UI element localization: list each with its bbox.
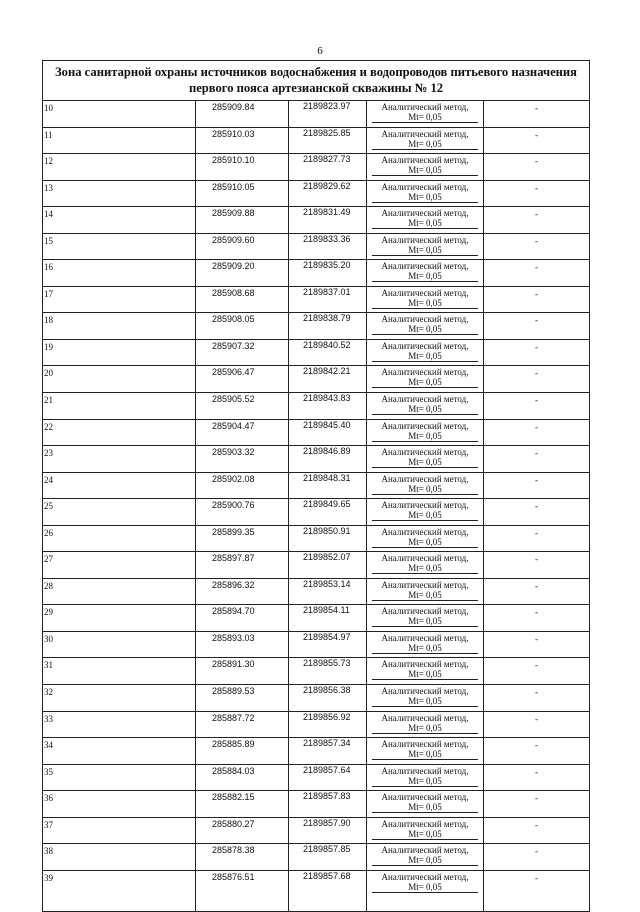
method-label: Аналитический метод, <box>381 579 469 590</box>
y-coordinate-cell: 2189846.89 <box>289 446 367 473</box>
method-cell <box>367 366 484 393</box>
error-label: Mt= 0,05 <box>372 643 478 654</box>
method-label: Аналитический метод, <box>381 155 469 166</box>
x-coordinate-cell: 285893.03 <box>196 631 289 658</box>
error-label: Mt= 0,05 <box>372 882 478 893</box>
y-coordinate-cell: 2189857.68 <box>289 870 367 911</box>
y-coordinate-cell: 2189856.38 <box>289 685 367 712</box>
description-cell: - <box>484 499 590 526</box>
method-cell <box>367 313 484 340</box>
description-cell: - <box>484 817 590 844</box>
x-coordinate-cell: 285909.84 <box>196 101 289 128</box>
x-coordinate-cell: 285902.08 <box>196 472 289 499</box>
description-cell: - <box>484 552 590 579</box>
point-number-cell: 37 <box>43 817 196 844</box>
table-row <box>43 366 590 393</box>
method-label: Аналитический метод, <box>381 500 469 511</box>
table-row <box>43 286 590 313</box>
table-row <box>43 738 590 765</box>
method-cell <box>367 180 484 207</box>
table-row <box>43 631 590 658</box>
method-cell <box>367 844 484 871</box>
table-row <box>43 419 590 446</box>
method-label: Аналитический метод, <box>381 792 469 803</box>
point-number-cell: 28 <box>43 578 196 605</box>
point-number-cell: 27 <box>43 552 196 579</box>
description-cell: - <box>484 446 590 473</box>
y-coordinate-cell: 2189857.90 <box>289 817 367 844</box>
error-label: Mt= 0,05 <box>372 669 478 680</box>
y-coordinate-cell: 2189831.49 <box>289 207 367 234</box>
table-row <box>43 313 590 340</box>
point-number-cell: 35 <box>43 764 196 791</box>
method-cell <box>367 738 484 765</box>
method-cell <box>367 260 484 287</box>
point-number-cell: 19 <box>43 339 196 366</box>
point-number-cell: 18 <box>43 313 196 340</box>
y-coordinate-cell: 2189853.14 <box>289 578 367 605</box>
table-row <box>43 605 590 632</box>
error-label: Mt= 0,05 <box>372 802 478 813</box>
error-label: Mt= 0,05 <box>372 616 478 627</box>
error-label: Mt= 0,05 <box>372 112 478 123</box>
x-coordinate-cell: 285896.32 <box>196 578 289 605</box>
description-cell: - <box>484 419 590 446</box>
description-cell: - <box>484 366 590 393</box>
description-cell: - <box>484 180 590 207</box>
table-row <box>43 446 590 473</box>
description-cell: - <box>484 286 590 313</box>
table-row <box>43 791 590 818</box>
error-label: Mt= 0,05 <box>372 139 478 150</box>
y-coordinate-cell: 2189837.01 <box>289 286 367 313</box>
point-number-cell: 11 <box>43 127 196 154</box>
error-label: Mt= 0,05 <box>372 351 478 362</box>
method-label: Аналитический метод, <box>381 712 469 723</box>
description-cell: - <box>484 791 590 818</box>
x-coordinate-cell: 285905.52 <box>196 393 289 420</box>
y-coordinate-cell: 2189849.65 <box>289 499 367 526</box>
table-title: Зона санитарной охраны источников водоснабжения и водопроводов питьевого назначения первого пояса артезианской скважины № 12 <box>43 61 590 101</box>
x-coordinate-cell: 285891.30 <box>196 658 289 685</box>
table-row <box>43 658 590 685</box>
table-row <box>43 207 590 234</box>
table-row <box>43 870 590 911</box>
y-coordinate-cell: 2189825.85 <box>289 127 367 154</box>
error-label: Mt= 0,05 <box>372 165 478 176</box>
table-row <box>43 499 590 526</box>
description-cell: - <box>484 738 590 765</box>
error-label: Mt= 0,05 <box>372 563 478 574</box>
coordinates-table <box>42 60 590 912</box>
table-row <box>43 154 590 181</box>
description-cell: - <box>484 339 590 366</box>
point-number-cell: 32 <box>43 685 196 712</box>
point-number-cell: 25 <box>43 499 196 526</box>
method-cell <box>367 764 484 791</box>
method-cell <box>367 207 484 234</box>
method-label: Аналитический метод, <box>381 287 469 298</box>
page-number: 6 <box>317 45 323 57</box>
description-cell: - <box>484 870 590 911</box>
description-cell: - <box>484 605 590 632</box>
description-cell: - <box>484 233 590 260</box>
method-cell <box>367 446 484 473</box>
error-label: Mt= 0,05 <box>372 271 478 282</box>
y-coordinate-cell: 2189843.83 <box>289 393 367 420</box>
method-cell <box>367 817 484 844</box>
method-label: Аналитический метод, <box>381 128 469 139</box>
description-cell: - <box>484 844 590 871</box>
y-coordinate-cell: 2189845.40 <box>289 419 367 446</box>
method-cell <box>367 127 484 154</box>
y-coordinate-cell: 2189829.62 <box>289 180 367 207</box>
x-coordinate-cell: 285882.15 <box>196 791 289 818</box>
table-row <box>43 578 590 605</box>
point-number-cell: 12 <box>43 154 196 181</box>
point-number-cell: 30 <box>43 631 196 658</box>
y-coordinate-cell: 2189854.97 <box>289 631 367 658</box>
method-label: Аналитический метод, <box>381 181 469 192</box>
coordinates-table-sheet <box>42 60 589 912</box>
error-label: Mt= 0,05 <box>372 510 478 521</box>
point-number-cell: 38 <box>43 844 196 871</box>
error-label: Mt= 0,05 <box>372 855 478 866</box>
point-number-cell: 29 <box>43 605 196 632</box>
y-coordinate-cell: 2189856.92 <box>289 711 367 738</box>
method-cell <box>367 711 484 738</box>
method-label: Аналитический метод, <box>381 739 469 750</box>
table-row <box>43 101 590 128</box>
y-coordinate-cell: 2189857.64 <box>289 764 367 791</box>
error-label: Mt= 0,05 <box>372 245 478 256</box>
y-coordinate-cell: 2189855.73 <box>289 658 367 685</box>
error-label: Mt= 0,05 <box>372 776 478 787</box>
method-label: Аналитический метод, <box>381 394 469 405</box>
point-number-cell: 31 <box>43 658 196 685</box>
y-coordinate-cell: 2189823.97 <box>289 101 367 128</box>
table-row <box>43 685 590 712</box>
description-cell: - <box>484 313 590 340</box>
x-coordinate-cell: 285880.27 <box>196 817 289 844</box>
x-coordinate-cell: 285887.72 <box>196 711 289 738</box>
error-label: Mt= 0,05 <box>372 723 478 734</box>
x-coordinate-cell: 285910.05 <box>196 180 289 207</box>
method-label: Аналитический метод, <box>381 659 469 670</box>
method-label: Аналитический метод, <box>381 420 469 431</box>
table-row <box>43 127 590 154</box>
table-row <box>43 339 590 366</box>
description-cell: - <box>484 631 590 658</box>
method-label: Аналитический метод, <box>381 632 469 643</box>
table-row <box>43 260 590 287</box>
point-number-cell: 10 <box>43 101 196 128</box>
table-row <box>43 233 590 260</box>
table-row <box>43 393 590 420</box>
error-label: Mt= 0,05 <box>372 192 478 203</box>
x-coordinate-cell: 285878.38 <box>196 844 289 871</box>
method-cell <box>367 631 484 658</box>
description-cell: - <box>484 154 590 181</box>
table-row <box>43 472 590 499</box>
x-coordinate-cell: 285903.32 <box>196 446 289 473</box>
error-label: Mt= 0,05 <box>372 457 478 468</box>
description-cell: - <box>484 525 590 552</box>
error-label: Mt= 0,05 <box>372 537 478 548</box>
x-coordinate-cell: 285910.03 <box>196 127 289 154</box>
method-label: Аналитический метод, <box>381 314 469 325</box>
point-number-cell: 22 <box>43 419 196 446</box>
description-cell: - <box>484 578 590 605</box>
x-coordinate-cell: 285909.60 <box>196 233 289 260</box>
x-coordinate-cell: 285899.35 <box>196 525 289 552</box>
table-row <box>43 525 590 552</box>
error-label: Mt= 0,05 <box>372 431 478 442</box>
method-label: Аналитический метод, <box>381 367 469 378</box>
y-coordinate-cell: 2189835.20 <box>289 260 367 287</box>
y-coordinate-cell: 2189857.83 <box>289 791 367 818</box>
y-coordinate-cell: 2189854.11 <box>289 605 367 632</box>
x-coordinate-cell: 285897.87 <box>196 552 289 579</box>
table-row <box>43 180 590 207</box>
y-coordinate-cell: 2189857.85 <box>289 844 367 871</box>
method-cell <box>367 525 484 552</box>
method-label: Аналитический метод, <box>381 818 469 829</box>
table-row <box>43 711 590 738</box>
description-cell: - <box>484 472 590 499</box>
method-label: Аналитический метод, <box>381 447 469 458</box>
x-coordinate-cell: 285884.03 <box>196 764 289 791</box>
error-label: Mt= 0,05 <box>372 404 478 415</box>
point-number-cell: 33 <box>43 711 196 738</box>
method-cell <box>367 233 484 260</box>
method-label: Аналитический метод, <box>381 261 469 272</box>
table-row <box>43 764 590 791</box>
error-label: Mt= 0,05 <box>372 829 478 840</box>
x-coordinate-cell: 285909.20 <box>196 260 289 287</box>
y-coordinate-cell: 2189840.52 <box>289 339 367 366</box>
description-cell: - <box>484 207 590 234</box>
point-number-cell: 17 <box>43 286 196 313</box>
description-cell: - <box>484 260 590 287</box>
y-coordinate-cell: 2189833.36 <box>289 233 367 260</box>
method-label: Аналитический метод, <box>381 553 469 564</box>
error-label: Mt= 0,05 <box>372 377 478 388</box>
x-coordinate-cell: 285910.10 <box>196 154 289 181</box>
point-number-cell: 15 <box>43 233 196 260</box>
point-number-cell: 14 <box>43 207 196 234</box>
error-label: Mt= 0,05 <box>372 590 478 601</box>
method-cell <box>367 870 484 911</box>
method-cell <box>367 101 484 128</box>
method-cell <box>367 154 484 181</box>
method-label: Аналитический метод, <box>381 526 469 537</box>
table-row <box>43 552 590 579</box>
description-cell: - <box>484 764 590 791</box>
method-cell <box>367 393 484 420</box>
y-coordinate-cell: 2189850.91 <box>289 525 367 552</box>
method-cell <box>367 339 484 366</box>
method-cell <box>367 552 484 579</box>
point-number-cell: 16 <box>43 260 196 287</box>
x-coordinate-cell: 285885.89 <box>196 738 289 765</box>
method-cell <box>367 605 484 632</box>
table-row <box>43 844 590 871</box>
point-number-cell: 24 <box>43 472 196 499</box>
x-coordinate-cell: 285908.05 <box>196 313 289 340</box>
x-coordinate-cell: 285876.51 <box>196 870 289 911</box>
table-header-row <box>43 61 590 101</box>
method-label: Аналитический метод, <box>381 340 469 351</box>
y-coordinate-cell: 2189848.31 <box>289 472 367 499</box>
point-number-cell: 13 <box>43 180 196 207</box>
description-cell: - <box>484 685 590 712</box>
y-coordinate-cell: 2189852.07 <box>289 552 367 579</box>
point-number-cell: 21 <box>43 393 196 420</box>
x-coordinate-cell: 285900.76 <box>196 499 289 526</box>
description-cell: - <box>484 127 590 154</box>
x-coordinate-cell: 285909.88 <box>196 207 289 234</box>
point-number-cell: 36 <box>43 791 196 818</box>
method-label: Аналитический метод, <box>381 871 469 882</box>
method-label: Аналитический метод, <box>381 234 469 245</box>
y-coordinate-cell: 2189827.73 <box>289 154 367 181</box>
method-cell <box>367 472 484 499</box>
method-cell <box>367 658 484 685</box>
y-coordinate-cell: 2189857.34 <box>289 738 367 765</box>
error-label: Mt= 0,05 <box>372 484 478 495</box>
description-cell: - <box>484 101 590 128</box>
method-label: Аналитический метод, <box>381 765 469 776</box>
error-label: Mt= 0,05 <box>372 696 478 707</box>
error-label: Mt= 0,05 <box>372 749 478 760</box>
point-number-cell: 34 <box>43 738 196 765</box>
method-label: Аналитический метод, <box>381 606 469 617</box>
y-coordinate-cell: 2189842.21 <box>289 366 367 393</box>
description-cell: - <box>484 711 590 738</box>
error-label: Mt= 0,05 <box>372 218 478 229</box>
method-label: Аналитический метод, <box>381 208 469 219</box>
method-label: Аналитический метод, <box>381 102 469 112</box>
method-cell <box>367 685 484 712</box>
method-label: Аналитический метод, <box>381 473 469 484</box>
method-cell <box>367 419 484 446</box>
x-coordinate-cell: 285894.70 <box>196 605 289 632</box>
method-cell <box>367 791 484 818</box>
description-cell: - <box>484 393 590 420</box>
x-coordinate-cell: 285889.53 <box>196 685 289 712</box>
point-number-cell: 39 <box>43 870 196 911</box>
method-cell <box>367 286 484 313</box>
point-number-cell: 20 <box>43 366 196 393</box>
table-row <box>43 817 590 844</box>
y-coordinate-cell: 2189838.79 <box>289 313 367 340</box>
method-label: Аналитический метод, <box>381 845 469 856</box>
error-label: Mt= 0,05 <box>372 324 478 335</box>
method-cell <box>367 499 484 526</box>
description-cell: - <box>484 658 590 685</box>
point-number-cell: 26 <box>43 525 196 552</box>
x-coordinate-cell: 285906.47 <box>196 366 289 393</box>
x-coordinate-cell: 285908.68 <box>196 286 289 313</box>
method-label: Аналитический метод, <box>381 686 469 697</box>
x-coordinate-cell: 285904.47 <box>196 419 289 446</box>
x-coordinate-cell: 285907.32 <box>196 339 289 366</box>
method-cell <box>367 578 484 605</box>
error-label: Mt= 0,05 <box>372 298 478 309</box>
point-number-cell: 23 <box>43 446 196 473</box>
